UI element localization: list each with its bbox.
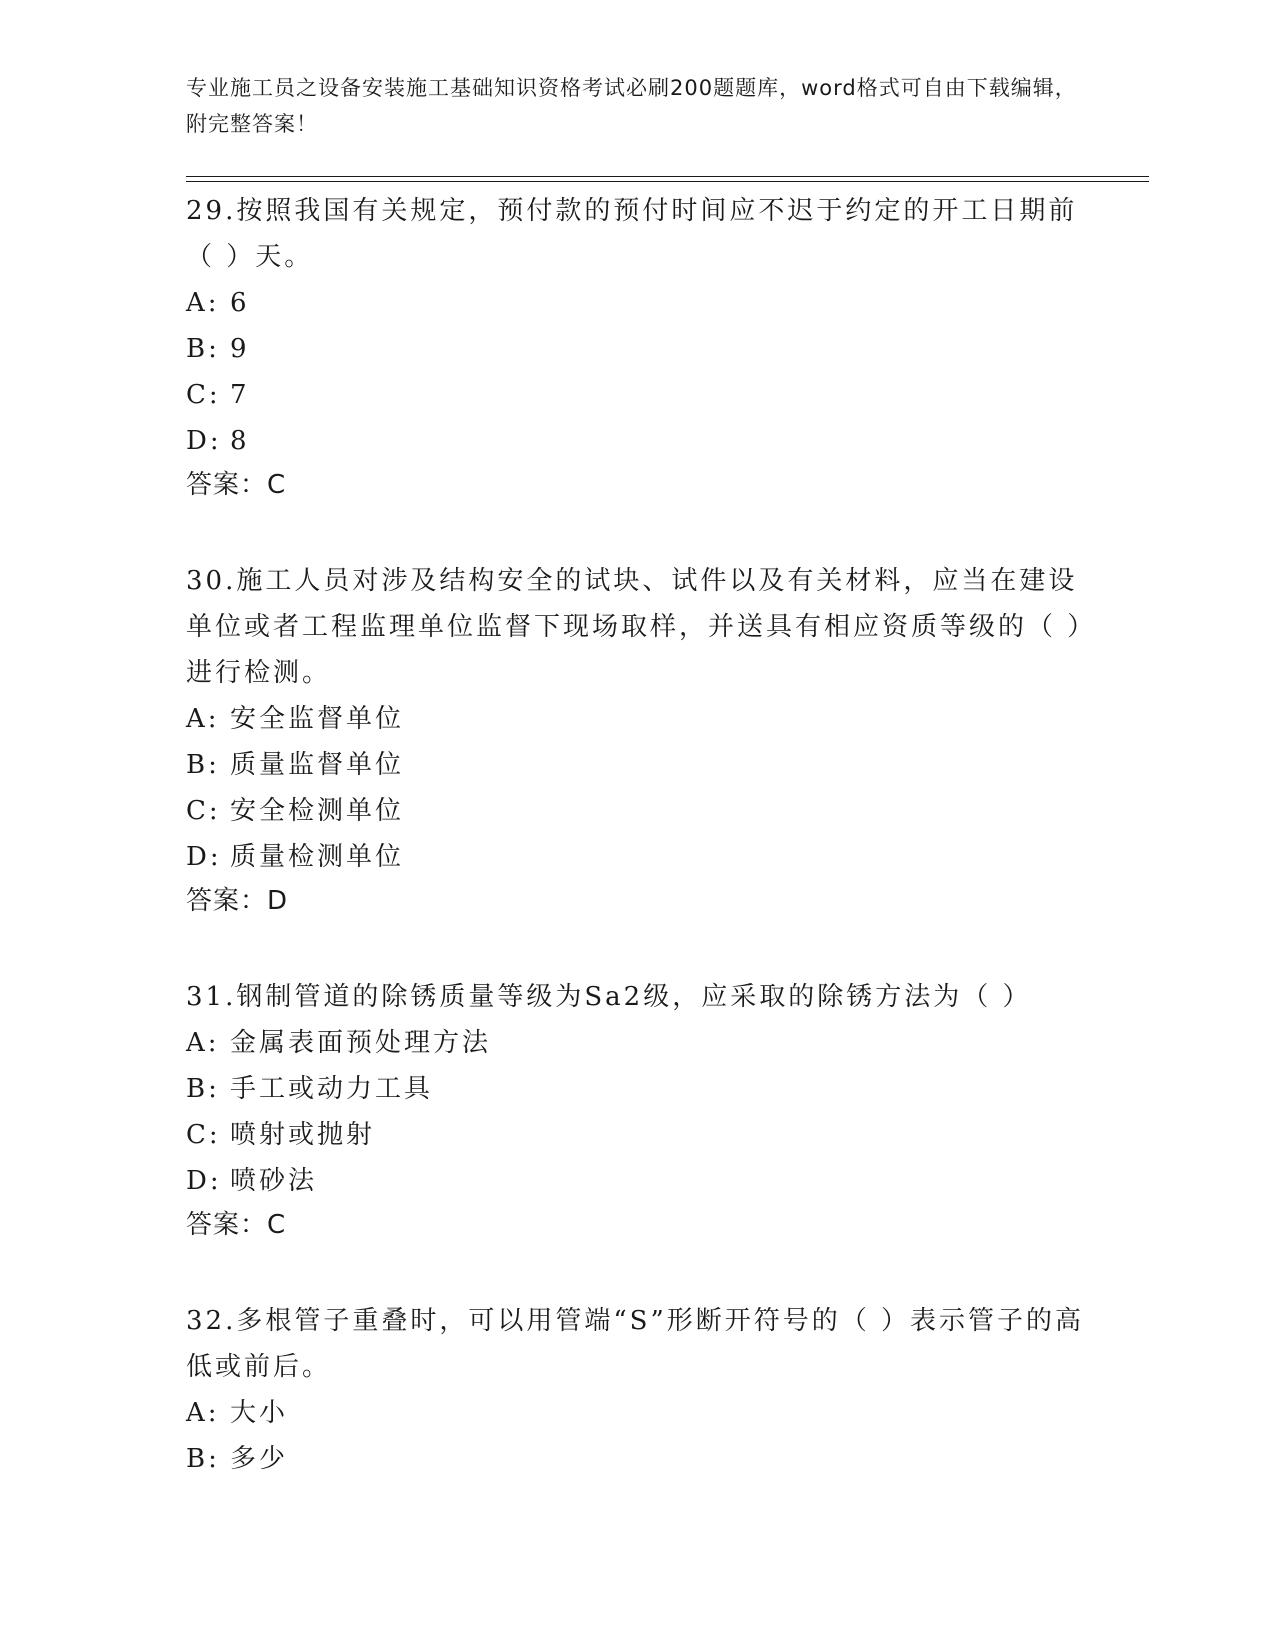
option-text: 9 [230, 334, 250, 364]
option-text: 8 [230, 426, 250, 456]
option-label: C: [186, 1120, 221, 1150]
option-text: 7 [230, 380, 250, 410]
answer-line: 答案：C [186, 470, 287, 500]
option-a [186, 280, 1086, 326]
option-label: A: [186, 704, 220, 734]
option-text: 喷射或抛射 [230, 1120, 376, 1150]
question-list [186, 188, 1086, 1534]
question-text: 32.多根管子重叠时，可以用管端“S”形断开符号的（ ）表示管子的高低或前后。 [186, 1306, 1085, 1382]
option-b [186, 742, 1086, 788]
option-b [186, 1436, 1086, 1482]
question-text: 30.施工人员对涉及结构安全的试块、试件以及有关材料，应当在建设单位或者工程监理单位监督下现场取样，并送具有相应资质等级的（ ）进行检测。 [186, 566, 1084, 688]
option-label: B: [186, 1074, 220, 1104]
question-29 [186, 188, 1086, 506]
option-b [186, 1066, 1086, 1112]
question-30 [186, 558, 1086, 922]
option-label: A: [186, 1398, 220, 1428]
answer-line: 答案：D [186, 886, 289, 916]
option-a [186, 1020, 1086, 1066]
option-label: B: [186, 334, 220, 364]
option-d [186, 1158, 1086, 1204]
answer-line: 答案：C [186, 1210, 287, 1240]
header-rule-double [186, 181, 1149, 182]
option-d [186, 834, 1086, 880]
option-a [186, 1390, 1086, 1436]
option-label: B: [186, 750, 220, 780]
option-a [186, 696, 1086, 742]
option-b [186, 326, 1086, 372]
option-label: B: [186, 1444, 220, 1474]
option-text: 6 [230, 288, 250, 318]
option-text: 多少 [230, 1444, 289, 1474]
option-text: 质量监督单位 [230, 750, 405, 780]
option-text: 安全监督单位 [230, 704, 405, 734]
option-label: D: [186, 426, 222, 456]
document-header [186, 70, 1086, 142]
option-text: 大小 [230, 1398, 289, 1428]
document-title: 专业施工员之设备安装施工基础知识资格考试必刷200题题库，word格式可自由下载编辑，附完整答案！ [186, 76, 1077, 136]
option-text: 质量检测单位 [230, 842, 405, 872]
question-31 [186, 974, 1086, 1246]
option-c [186, 788, 1086, 834]
header-rule [186, 176, 1149, 177]
option-label: C: [186, 380, 221, 410]
option-c [186, 1112, 1086, 1158]
option-label: D: [186, 842, 222, 872]
question-text: 31.钢制管道的除锈质量等级为Sa2级，应采取的除锈方法为（ ） [186, 982, 1032, 1012]
option-label: C: [186, 796, 221, 826]
option-label: D: [186, 1166, 222, 1196]
option-text: 手工或动力工具 [230, 1074, 434, 1104]
question-32 [186, 1298, 1086, 1482]
option-text: 安全检测单位 [230, 796, 405, 826]
option-c [186, 372, 1086, 418]
option-label: A: [186, 1028, 220, 1058]
option-text: 金属表面预处理方法 [230, 1028, 492, 1058]
option-text: 喷砂法 [230, 1166, 318, 1196]
option-d [186, 418, 1086, 464]
question-text: 29.按照我国有关规定，预付款的预付时间应不迟于约定的开工日期前（ ）天。 [186, 196, 1078, 272]
option-label: A: [186, 288, 220, 318]
